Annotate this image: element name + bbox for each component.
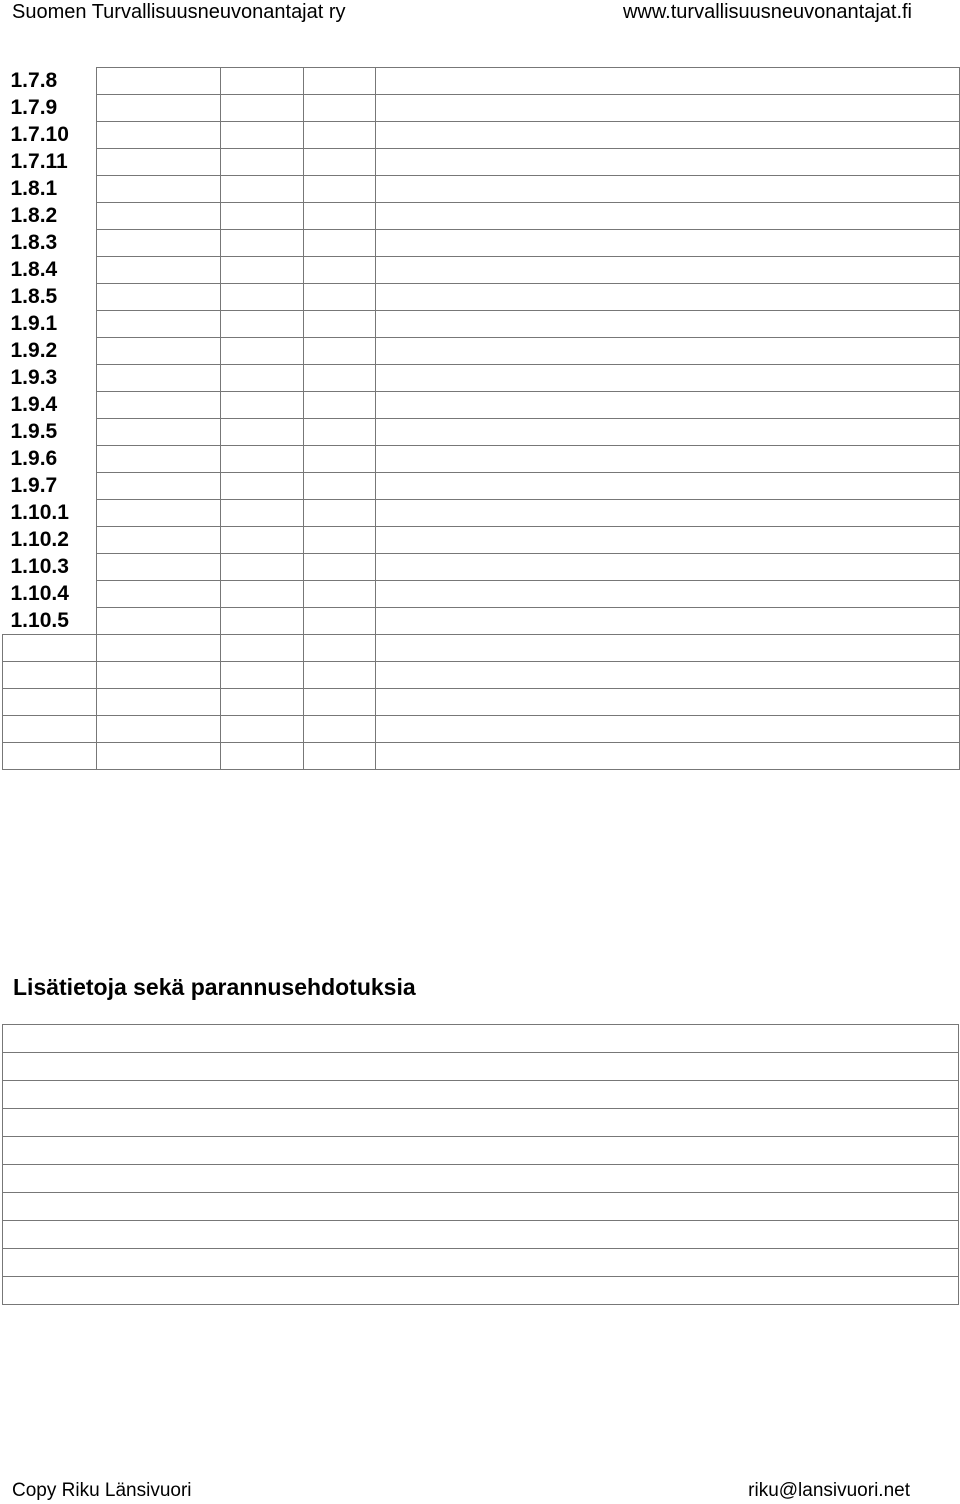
entry-cell[interactable] — [221, 338, 304, 365]
entry-cell[interactable] — [304, 743, 376, 770]
entry-cell[interactable] — [97, 95, 221, 122]
entry-cell[interactable] — [97, 338, 221, 365]
entry-cell[interactable] — [221, 257, 304, 284]
checklist-row — [3, 284, 960, 311]
entry-cell[interactable] — [376, 311, 960, 338]
entry-cell[interactable] — [304, 149, 376, 176]
entry-cell[interactable] — [97, 122, 221, 149]
notes-row — [3, 1277, 959, 1305]
entry-cell[interactable] — [304, 257, 376, 284]
notes-row — [3, 1193, 959, 1221]
entry-cell[interactable] — [304, 662, 376, 689]
entry-cell[interactable] — [304, 527, 376, 554]
entry-cell[interactable] — [376, 122, 960, 149]
entry-cell[interactable] — [221, 635, 304, 662]
notes-heading: Lisätietoja sekä parannusehdotuksia — [13, 974, 416, 1000]
entry-cell[interactable] — [304, 689, 376, 716]
entry-cell[interactable] — [376, 68, 960, 95]
entry-cell[interactable] — [304, 392, 376, 419]
entry-cell[interactable] — [376, 365, 960, 392]
entry-cell[interactable] — [376, 473, 960, 500]
checklist-row — [3, 635, 960, 662]
item-code-cell[interactable] — [3, 689, 97, 716]
checklist-row — [3, 338, 960, 365]
entry-cell[interactable] — [221, 500, 304, 527]
entry-cell[interactable] — [221, 581, 304, 608]
entry-cell[interactable] — [304, 68, 376, 95]
entry-cell[interactable] — [304, 581, 376, 608]
entry-cell[interactable] — [221, 203, 304, 230]
item-code-cell[interactable] — [3, 743, 97, 770]
entry-cell[interactable] — [304, 230, 376, 257]
entry-cell[interactable] — [376, 95, 960, 122]
entry-cell[interactable] — [376, 392, 960, 419]
entry-cell[interactable] — [304, 716, 376, 743]
entry-cell[interactable] — [221, 554, 304, 581]
item-code-cell[interactable]: 1.8.2 — [10, 204, 58, 227]
item-code-cell[interactable]: 1.8.1 — [10, 177, 58, 200]
entry-cell[interactable] — [97, 500, 221, 527]
checklist-row — [3, 581, 960, 608]
entry-cell[interactable] — [97, 743, 221, 770]
entry-cell[interactable] — [221, 311, 304, 338]
checklist-row — [3, 311, 960, 338]
entry-cell[interactable] — [376, 689, 960, 716]
checklist-row — [3, 149, 960, 176]
item-code-cell[interactable] — [3, 716, 97, 743]
entry-cell[interactable] — [304, 284, 376, 311]
entry-cell[interactable] — [376, 581, 960, 608]
entry-cell[interactable] — [221, 743, 304, 770]
entry-cell[interactable] — [221, 419, 304, 446]
entry-cell[interactable] — [221, 365, 304, 392]
notes-row — [3, 1221, 959, 1249]
entry-cell[interactable] — [221, 716, 304, 743]
notes-entry-cell[interactable] — [3, 1081, 959, 1109]
notes-row — [3, 1249, 959, 1277]
entry-cell[interactable] — [97, 554, 221, 581]
entry-cell[interactable] — [304, 311, 376, 338]
entry-cell[interactable] — [376, 527, 960, 554]
checklist-row — [3, 500, 960, 527]
item-code-cell[interactable]: 1.10.1 — [10, 501, 69, 524]
entry-cell[interactable] — [221, 122, 304, 149]
entry-cell[interactable] — [304, 500, 376, 527]
entry-cell[interactable] — [304, 635, 376, 662]
entry-cell[interactable] — [97, 473, 221, 500]
entry-cell[interactable] — [304, 122, 376, 149]
item-code-cell[interactable] — [3, 635, 97, 662]
checklist-row — [3, 662, 960, 689]
entry-cell[interactable] — [376, 446, 960, 473]
item-code-cell[interactable]: 1.9.4 — [10, 393, 58, 416]
item-code-cell[interactable]: 1.7.11 — [10, 150, 68, 173]
entry-cell[interactable] — [304, 446, 376, 473]
entry-cell[interactable] — [376, 419, 960, 446]
entry-cell[interactable] — [97, 230, 221, 257]
checklist-row — [3, 122, 960, 149]
checklist-row — [3, 716, 960, 743]
item-code-cell[interactable]: 1.7.9 — [10, 96, 58, 119]
entry-cell[interactable] — [97, 365, 221, 392]
entry-cell[interactable] — [221, 176, 304, 203]
entry-cell[interactable] — [376, 662, 960, 689]
entry-cell[interactable] — [97, 608, 221, 635]
checklist-table — [2, 67, 960, 770]
notes-row — [3, 1053, 959, 1081]
entry-cell[interactable] — [304, 473, 376, 500]
entry-cell[interactable] — [97, 527, 221, 554]
entry-cell[interactable] — [97, 446, 221, 473]
notes-table — [2, 1024, 959, 1305]
checklist-row — [3, 365, 960, 392]
entry-cell[interactable] — [221, 230, 304, 257]
entry-cell[interactable] — [376, 284, 960, 311]
item-code-cell[interactable]: 1.9.6 — [10, 447, 58, 470]
entry-cell[interactable] — [376, 176, 960, 203]
item-code-cell[interactable]: 1.9.7 — [10, 474, 58, 497]
entry-cell[interactable] — [97, 311, 221, 338]
entry-cell[interactable] — [376, 743, 960, 770]
entry-cell[interactable] — [304, 365, 376, 392]
notes-row — [3, 1109, 959, 1137]
entry-cell[interactable] — [97, 689, 221, 716]
entry-cell[interactable] — [376, 338, 960, 365]
entry-cell[interactable] — [97, 662, 221, 689]
item-code-cell[interactable]: 1.8.5 — [10, 285, 58, 308]
entry-cell[interactable] — [221, 149, 304, 176]
checklist-row — [3, 230, 960, 257]
item-code-cell[interactable]: 1.10.4 — [10, 582, 69, 605]
entry-cell[interactable] — [97, 635, 221, 662]
copyright-text: Copy Riku Länsivuori — [12, 1480, 192, 1501]
entry-cell[interactable] — [304, 95, 376, 122]
item-code-cell[interactable]: 1.10.2 — [10, 528, 69, 551]
entry-cell[interactable] — [97, 716, 221, 743]
checklist-row — [3, 689, 960, 716]
entry-cell[interactable] — [97, 176, 221, 203]
notes-entry-cell[interactable] — [3, 1277, 959, 1305]
checklist-row — [3, 446, 960, 473]
item-code-cell[interactable]: 1.8.3 — [10, 231, 58, 254]
entry-cell[interactable] — [304, 608, 376, 635]
entry-cell[interactable] — [304, 203, 376, 230]
entry-cell[interactable] — [97, 419, 221, 446]
item-code-cell[interactable]: 1.8.4 — [10, 258, 58, 281]
notes-row — [3, 1165, 959, 1193]
entry-cell[interactable] — [97, 392, 221, 419]
checklist-row — [3, 554, 960, 581]
entry-cell[interactable] — [97, 284, 221, 311]
checklist-row — [3, 257, 960, 284]
notes-entry-cell[interactable] — [3, 1137, 959, 1165]
entry-cell[interactable] — [376, 554, 960, 581]
checklist-row — [3, 419, 960, 446]
checklist-row — [3, 743, 960, 770]
entry-cell[interactable] — [376, 608, 960, 635]
entry-cell[interactable] — [304, 338, 376, 365]
notes-entry-cell[interactable] — [3, 1109, 959, 1137]
entry-cell[interactable] — [304, 176, 376, 203]
checklist-row — [3, 473, 960, 500]
page-header — [12, 0, 912, 24]
notes-row — [3, 1081, 959, 1109]
notes-entry-cell[interactable] — [3, 1165, 959, 1193]
page-footer — [12, 1478, 910, 1504]
item-code-cell[interactable]: 1.9.5 — [10, 420, 58, 443]
item-code-cell[interactable] — [3, 662, 97, 689]
organization-name: Suomen Turvallisuusneuvonantajat ry — [12, 1, 346, 23]
entry-cell[interactable] — [221, 527, 304, 554]
notes-row — [3, 1137, 959, 1165]
entry-cell[interactable] — [376, 500, 960, 527]
entry-cell[interactable] — [221, 662, 304, 689]
entry-cell[interactable] — [221, 68, 304, 95]
entry-cell[interactable] — [221, 446, 304, 473]
entry-cell[interactable] — [97, 203, 221, 230]
notes-entry-cell[interactable] — [3, 1025, 959, 1053]
item-code-cell[interactable]: 1.9.2 — [10, 339, 58, 362]
entry-cell[interactable] — [97, 149, 221, 176]
checklist-row — [3, 203, 960, 230]
entry-cell[interactable] — [376, 716, 960, 743]
entry-cell[interactable] — [376, 635, 960, 662]
checklist-row — [3, 176, 960, 203]
website-url: www.turvallisuusneuvonantajat.fi — [622, 1, 912, 23]
notes-entry-cell[interactable] — [3, 1249, 959, 1277]
item-code-cell[interactable]: 1.9.1 — [10, 312, 58, 335]
contact-email: riku@lansivuori.net — [748, 1480, 910, 1501]
entry-cell[interactable] — [221, 473, 304, 500]
entry-cell[interactable] — [376, 149, 960, 176]
entry-cell[interactable] — [221, 95, 304, 122]
entry-cell[interactable] — [376, 257, 960, 284]
notes-entry-cell[interactable] — [3, 1221, 959, 1249]
entry-cell[interactable] — [97, 257, 221, 284]
item-code-cell[interactable]: 1.7.8 — [10, 69, 58, 92]
notes-entry-cell[interactable] — [3, 1053, 959, 1081]
item-code-cell[interactable]: 1.10.3 — [10, 555, 69, 578]
checklist-row — [3, 95, 960, 122]
checklist-row — [3, 392, 960, 419]
checklist-row — [3, 527, 960, 554]
entry-cell[interactable] — [221, 284, 304, 311]
entry-cell[interactable] — [97, 581, 221, 608]
entry-cell[interactable] — [376, 230, 960, 257]
notes-entry-cell[interactable] — [3, 1193, 959, 1221]
entry-cell[interactable] — [376, 203, 960, 230]
entry-cell[interactable] — [97, 68, 221, 95]
entry-cell[interactable] — [221, 392, 304, 419]
entry-cell[interactable] — [304, 554, 376, 581]
item-code-cell[interactable]: 1.9.3 — [10, 366, 58, 389]
item-code-cell[interactable]: 1.10.5 — [10, 608, 69, 632]
notes-row — [3, 1025, 959, 1053]
item-code-cell[interactable]: 1.7.10 — [10, 123, 69, 146]
checklist-row — [3, 68, 960, 95]
entry-cell[interactable] — [221, 608, 304, 635]
entry-cell[interactable] — [221, 689, 304, 716]
entry-cell[interactable] — [304, 419, 376, 446]
checklist-row — [3, 608, 960, 635]
